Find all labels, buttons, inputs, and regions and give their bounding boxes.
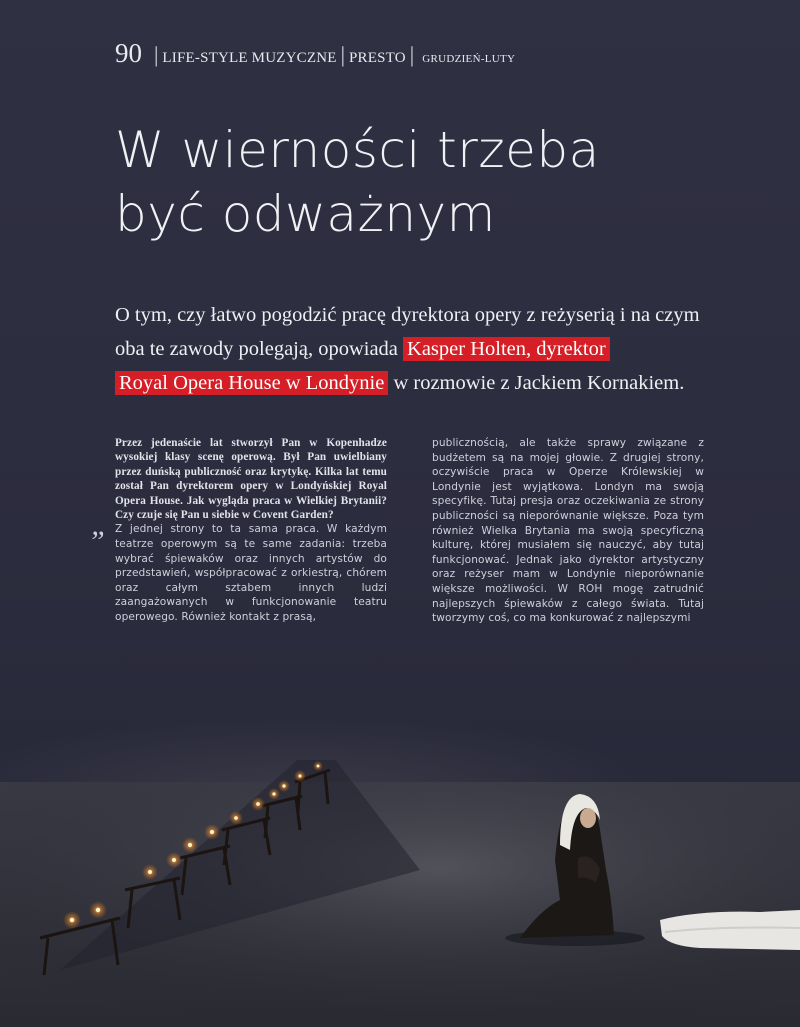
article-title — [115, 118, 775, 246]
interview-answer-part-1: Z jednej strony to ta sama praca. W każdym teatrze operowym są te same zadania: trzeba wybrać śpiewaków oraz innych artystów do przedstawień, współpracować z orkiestrą, chórem oraz całym sztabem innych ludzi zaangażowanych w funkcjonowanie teatru operowego. Również kontakt z prasą, — [115, 523, 387, 623]
page-header — [115, 38, 515, 70]
lead-highlight-2: Royal Opera House w Londynie — [115, 371, 388, 395]
title-line-2: być odważnym — [115, 185, 496, 243]
header-separator: | — [154, 42, 159, 67]
lead-text-before: O tym, czy łatwo pogodzić pracę dyrektora opery z reżyserią i na czym oba te zawody polegają, opowiada — [115, 304, 700, 360]
article-lead — [115, 298, 715, 400]
stage-photo — [0, 760, 800, 1027]
lead-highlight-1: Kasper Holten, dyrektor — [403, 337, 610, 361]
header-separator: | — [409, 42, 415, 67]
header-separator: | — [340, 42, 346, 67]
interview-answer-part-2: publicznością, ale także sprawy związane z budżetem są na mojej głowie. Z drugiej strony, oczywiście praca w Operze Królewskiej w Londynie jest wyjątkowa. Londyn ma swoją specyfikę. Tutaj presja oraz oczekiwania ze strony publiczności są nieporównanie większe. Poza tym również Wielka Brytania ma swoją specyficzną kulturę, której musiałem się nauczyć, aby tutaj funkcjonować. Jednak jako dyrektor artystyczny oraz reżyser mam w Londynie nieporównanie większe możliwości. W ROH mogę zatrudnić najlepszych śpiewaków z całego świata. Tutaj tworzymy coś, co ma konkurować z najlepszymi — [432, 437, 704, 625]
interview-question: Przez jedenaście lat stworzył Pan w Kopenhadze wysokiej klasy scenę operową. Był Pan uwielbiany przez duńską publiczność oraz krytykę. Kilka lat temu został Pan dyrektorem opery w Londyńskiej Royal Opera House. Jak wygląda praca w Wielkiej Brytanii? Czy czuje się Pan u siebie w Covent Garden? — [115, 437, 387, 522]
magazine-name: PRESTO — [349, 50, 406, 66]
title-line-1: W wierności trzeba — [115, 121, 600, 179]
lead-text-after: w rozmowie z Jackiem Kornakiem. — [388, 372, 685, 394]
article-column-left — [115, 436, 387, 625]
quote-mark-icon: ” — [88, 525, 105, 558]
issue-date: GRUDZIEŃ-LUTY — [422, 53, 516, 65]
article-column-right — [432, 436, 704, 626]
section-name: LIFE-STYLE MUZYCZNE — [162, 50, 337, 66]
page-number: 90 — [115, 38, 142, 68]
